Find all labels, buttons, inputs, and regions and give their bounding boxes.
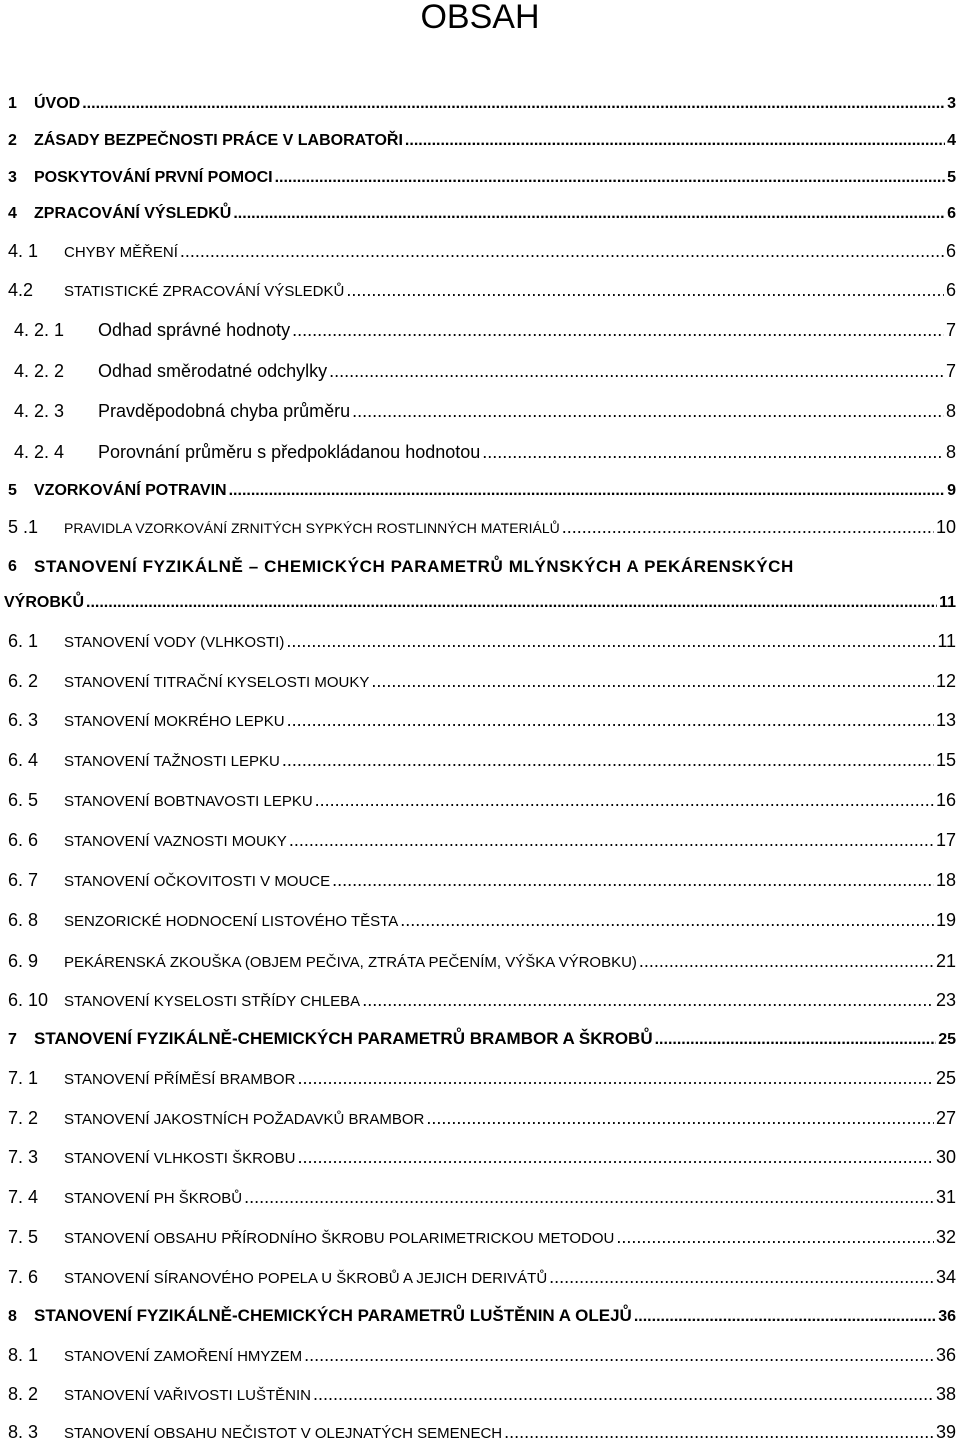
toc-number: 4. 2. 3 (14, 401, 65, 421)
toc-page: 32 (935, 1227, 956, 1247)
toc-number: 7. 6 (8, 1267, 39, 1287)
toc-title: STANOVENÍ JAKOSTNÍCH POŽADAVKŮ BRAMBOR (64, 1111, 425, 1128)
toc-number: 2 (8, 132, 17, 149)
toc-title: STANOVENÍ FYZIKÁLNĚ-CHEMICKÝCH PARAMETRŮ LUŠTĚNIN A OLEJŮ (34, 1306, 632, 1325)
toc-entry[interactable] (8, 200, 956, 228)
toc-number: 4. 1 (8, 241, 39, 261)
toc-number: 4. 2. 1 (14, 320, 65, 340)
toc-entry[interactable] (8, 1183, 956, 1211)
toc-page: 18 (935, 870, 956, 890)
toc-title: ÚVOD (34, 95, 81, 112)
toc-number: 7. 2 (8, 1108, 39, 1128)
toc-page: 3 (947, 95, 956, 112)
toc-entry[interactable] (8, 513, 956, 541)
dot-leader (297, 1064, 934, 1092)
dot-leader (634, 1303, 936, 1331)
dot-leader (371, 667, 934, 695)
toc-number: 8. 1 (8, 1345, 39, 1365)
toc-entry-line1[interactable] (8, 553, 956, 581)
toc-page: 25 (938, 1031, 956, 1048)
toc-title: STANOVENÍ KYSELOSTI STŘÍDY CHLEBA (64, 993, 361, 1010)
toc-page: 25 (935, 1068, 956, 1088)
toc-number: 6. 1 (8, 631, 39, 651)
dot-leader (286, 627, 935, 655)
toc-title-continued: VÝROBKŮ (4, 594, 85, 611)
toc-title: PRAVIDLA VZORKOVÁNÍ ZRNITÝCH SYPKÝCH ROSTLINNÝCH MATERIÁLŮ (64, 520, 560, 536)
toc-title: STANOVENÍ VAŘIVOSTI LUŠTĚNIN (64, 1387, 311, 1404)
toc-number: 6. 5 (8, 790, 39, 810)
toc-title: STATISTICKÉ ZPRACOVÁNÍ VÝSLEDKŮ (64, 283, 345, 300)
toc-page: 31 (935, 1187, 956, 1207)
toc-title: Pravděpodobná chyba průměru (98, 401, 351, 421)
dot-leader (562, 513, 934, 541)
toc-entry[interactable] (8, 1104, 956, 1132)
toc-entry[interactable] (8, 237, 956, 265)
toc-number: 7. 3 (8, 1147, 39, 1167)
dot-leader (313, 1380, 934, 1408)
toc-number: 4.2 (8, 280, 34, 300)
dot-leader (400, 906, 934, 934)
toc-entry[interactable] (8, 906, 956, 934)
toc-page: 7 (945, 320, 956, 340)
toc-page: 17 (935, 830, 956, 850)
toc-number: 6. 2 (8, 671, 39, 691)
toc-title: STANOVENÍ TAŽNOSTI LEPKU (64, 753, 280, 770)
toc-number: 4 (8, 205, 17, 222)
dot-leader (82, 90, 945, 118)
toc-page: 36 (938, 1308, 956, 1325)
toc-page: 8 (945, 442, 956, 462)
toc-page: 11 (937, 631, 956, 651)
toc-page: 16 (935, 790, 956, 810)
toc-title: STANOVENÍ FYZIKÁLNĚ-CHEMICKÝCH PARAMETRŮ BRAMBOR A ŠKROBŮ (34, 1029, 653, 1048)
toc-page: 6 (945, 280, 956, 300)
toc-number: 6 (8, 558, 17, 575)
toc-title: ZÁSADY BEZPEČNOSTI PRÁCE V LABORATOŘI (34, 132, 403, 149)
toc-page: 11 (939, 594, 956, 611)
toc-entry[interactable] (8, 627, 956, 655)
toc-page: 7 (945, 361, 956, 381)
dot-leader (655, 1026, 937, 1054)
toc-entry[interactable] (8, 164, 956, 192)
toc-entry[interactable] (14, 357, 956, 385)
toc-entry[interactable] (14, 438, 956, 466)
toc-title: STANOVENÍ VODY (VLHKOSTI) (64, 634, 285, 651)
dot-leader (639, 947, 934, 975)
dot-leader (362, 986, 934, 1014)
toc-number: 7 (8, 1031, 17, 1048)
toc-number: 6. 6 (8, 830, 39, 850)
toc-number: 6. 8 (8, 910, 39, 930)
toc-entry[interactable] (8, 1263, 956, 1291)
toc-number: 7. 4 (8, 1187, 39, 1207)
toc-entry[interactable] (8, 826, 956, 854)
toc-page: 36 (935, 1345, 956, 1365)
toc-page: 15 (935, 750, 956, 770)
toc-title: STANOVENÍ BOBTNAVOSTI LEPKU (64, 793, 313, 810)
dot-leader (482, 438, 944, 466)
toc-entry[interactable] (8, 947, 956, 975)
dot-leader (405, 127, 945, 155)
toc-title: STANOVENÍ MOKRÉHO LEPKU (64, 713, 285, 730)
toc-number: 7. 5 (8, 1227, 39, 1247)
dot-leader (329, 357, 944, 385)
toc-title: STANOVENÍ SÍRANOVÉHO POPELA U ŠKROBŮ A JEJICH DERIVÁTŮ (64, 1270, 548, 1287)
dot-leader (346, 276, 944, 304)
toc-number: 5 (8, 482, 17, 499)
toc-page: 8 (945, 401, 956, 421)
toc-entry[interactable] (8, 477, 956, 505)
toc-entry[interactable] (8, 1025, 956, 1053)
toc-entry[interactable] (8, 1143, 956, 1171)
toc-page: 6 (945, 241, 956, 261)
toc-number: 7. 1 (8, 1068, 39, 1088)
toc-title: STANOVENÍ PŘÍMĚSÍ BRAMBOR (64, 1071, 296, 1088)
toc-entry[interactable] (8, 746, 956, 774)
toc-entry[interactable] (14, 397, 956, 425)
dot-leader (352, 397, 944, 425)
dot-leader (275, 164, 946, 192)
toc-title: STANOVENÍ OBSAHU PŘÍRODNÍHO ŠKROBU POLARIMETRICKOU METODOU (64, 1230, 615, 1247)
toc-page: 23 (935, 990, 956, 1010)
dot-leader (616, 1223, 934, 1251)
toc-page: 19 (935, 910, 956, 930)
toc-page: 4 (947, 132, 956, 149)
toc-number: 4. 2. 2 (14, 361, 65, 381)
toc-entry[interactable] (8, 986, 956, 1014)
toc-title: VZORKOVÁNÍ POTRAVIN (34, 482, 227, 499)
toc-title: STANOVENÍ VLHKOSTI ŠKROBU (64, 1150, 296, 1167)
toc-title: POSKYTOVÁNÍ PRVNÍ POMOCI (34, 169, 273, 186)
toc-number: 8. 2 (8, 1384, 39, 1404)
toc-page: 34 (935, 1267, 956, 1287)
toc-entry[interactable] (8, 1223, 956, 1251)
toc-number: 8 (8, 1308, 17, 1325)
dot-leader (504, 1418, 934, 1446)
toc-page: 6 (947, 205, 956, 222)
toc-entry[interactable] (8, 786, 956, 814)
toc-title: SENZORICKÉ HODNOCENÍ LISTOVÉHO TĚSTA (64, 913, 399, 930)
toc-page: 38 (935, 1384, 956, 1404)
toc-page: 12 (935, 671, 956, 691)
toc-entry[interactable] (14, 316, 956, 344)
toc-title: STANOVENÍ FYZIKÁLNĚ – CHEMICKÝCH PARAMETRŮ MLÝNSKÝCH A PEKÁRENSKÝCH (34, 557, 794, 576)
toc-page: 13 (935, 710, 956, 730)
toc-title: STANOVENÍ OBSAHU NEČISTOT V OLEJNATÝCH SEMENECH (64, 1425, 503, 1442)
toc-page: 27 (935, 1108, 956, 1128)
toc-number: 3 (8, 169, 17, 186)
toc-title: STANOVENÍ ZAMOŘENÍ HMYZEM (64, 1348, 303, 1365)
dot-leader (292, 316, 944, 344)
toc-title: PEKÁRENSKÁ ZKOUŠKA (OBJEM PEČIVA, ZTRÁTA PEČENÍM, VÝŠKA VÝROBKU) (64, 954, 637, 971)
dot-leader (244, 1183, 934, 1211)
dot-leader (287, 706, 934, 734)
toc-entry-line2[interactable] (4, 589, 956, 617)
toc-number: 1 (8, 95, 17, 112)
dot-leader (86, 589, 937, 617)
toc-number: 8. 3 (8, 1422, 39, 1442)
toc-entry[interactable] (8, 1064, 956, 1092)
toc-entry[interactable] (8, 866, 956, 894)
toc-entry[interactable] (8, 1341, 956, 1369)
toc-title: STANOVENÍ PH ŠKROBŮ (64, 1190, 243, 1207)
toc-title: Odhad správné hodnoty (98, 320, 291, 340)
toc-number: 4. 2. 4 (14, 442, 65, 462)
dot-leader (289, 826, 934, 854)
toc-entry[interactable] (8, 276, 956, 304)
toc-number: 5 .1 (8, 517, 39, 537)
toc-entry[interactable] (8, 127, 956, 155)
toc-page: 10 (935, 517, 956, 537)
toc-page: 39 (935, 1422, 956, 1442)
toc-number: 6. 7 (8, 870, 39, 890)
dot-leader (549, 1263, 934, 1291)
toc-entry[interactable] (8, 667, 956, 695)
toc-title: STANOVENÍ OČKOVITOSTI V MOUCE (64, 873, 331, 890)
dot-leader (332, 866, 934, 894)
toc-entry[interactable] (8, 90, 956, 118)
dot-leader (180, 237, 944, 265)
toc-entry[interactable] (8, 706, 956, 734)
toc-title: STANOVENÍ VAZNOSTI MOUKY (64, 833, 287, 850)
dot-leader (304, 1341, 934, 1369)
toc-title: ZPRACOVÁNÍ VÝSLEDKŮ (34, 205, 232, 222)
dot-leader (315, 786, 934, 814)
toc-title: CHYBY MĚŘENÍ (64, 244, 178, 261)
toc-title: Odhad směrodatné odchylky (98, 361, 328, 381)
dot-leader (297, 1143, 934, 1171)
page-title: OBSAH (420, 0, 540, 36)
toc-number: 6. 3 (8, 710, 39, 730)
toc-number: 6. 4 (8, 750, 39, 770)
dot-leader (426, 1104, 934, 1132)
toc-page: 5 (947, 169, 956, 186)
toc-entry[interactable] (8, 1380, 956, 1408)
dot-leader (233, 200, 945, 228)
toc-number: 6. 10 (8, 990, 49, 1010)
toc-page: 30 (935, 1147, 956, 1167)
toc-entry[interactable] (8, 1418, 956, 1446)
toc-entry[interactable] (8, 1302, 956, 1330)
toc-number: 6. 9 (8, 951, 39, 971)
toc-page: 21 (935, 951, 956, 971)
dot-leader (229, 477, 945, 505)
toc-page: 9 (947, 482, 956, 499)
toc-title: STANOVENÍ TITRAČNÍ KYSELOSTI MOUKY (64, 674, 370, 691)
dot-leader (282, 746, 934, 774)
toc-title: Porovnání průměru s předpokládanou hodnotou (98, 442, 481, 462)
